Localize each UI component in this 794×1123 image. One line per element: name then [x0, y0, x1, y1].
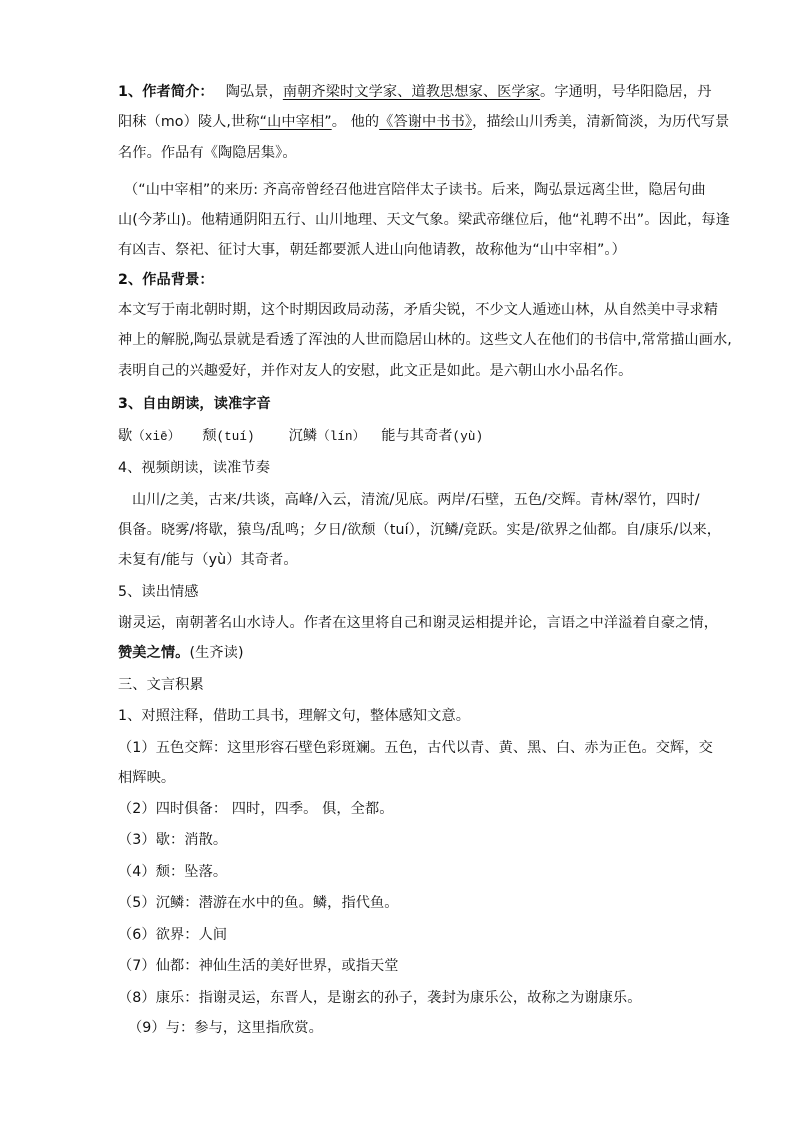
emotion-line2-tail: (生齐读): [189, 645, 244, 661]
intro-line2-mid: 。 他的: [331, 114, 380, 130]
word-3: 沉鳞: [288, 428, 318, 444]
note-1b: 相辉映。: [118, 770, 176, 786]
intro-line-2: [118, 112, 729, 132]
rhythm-line-3: 未复有/能与（yù）其奇者。: [118, 552, 298, 568]
note-7: （7）仙都：神仙生活的美好世界，或指天堂: [118, 958, 399, 974]
author-name: 陶弘景，: [225, 84, 283, 100]
emotion-line-2: [118, 643, 244, 663]
intro-line2-tail: ，描绘山川秀美，清新简淡，为历代写景: [472, 114, 730, 130]
pinyin-3: （lín）: [317, 430, 366, 444]
intro-heading: 1、作者简介：: [118, 84, 214, 100]
note-5: （5）沉鳞：潜游在水中的鱼。鳞，指代鱼。: [118, 895, 399, 911]
rhythm-heading: 4、视频朗读，读准节奏: [118, 460, 271, 476]
author-titles: 南朝齐梁时文学家、道教思想家、医学家: [282, 84, 541, 100]
background-heading: 2、作品背景：: [118, 272, 214, 288]
note-2: （2）四时俱备： 四时，四季。 俱，全都。: [118, 801, 394, 817]
note-8: （8）康乐：指谢灵运，东晋人，是谢玄的孙子，袭封为康乐公，故称之为谢康乐。: [118, 990, 642, 1006]
emotion-line-1: 谢灵运，南朝著名山水诗人。作者在这里将自己和谢灵运相提并论，言语之中洋溢着自豪之情，: [118, 615, 719, 631]
origin-line-2: 山(今茅山)。他精通阴阳五行、山川地理、天文气象。梁武帝继位后，他“礼聘不出”。因此，每逢: [118, 212, 730, 228]
note-4: （4）颓：坠落。: [118, 864, 228, 880]
classical-heading: 三、文言积累: [118, 677, 204, 693]
rhythm-line-1: 山川/之美，古来/共谈，高峰/入云，清流/见底。两岸/石壁，五色/交辉。青林/翠竹，四时/: [132, 492, 700, 508]
pronunciation-row: [118, 426, 483, 447]
word-4: 能与其奇者: [381, 428, 453, 444]
note-1a: （1）五色交辉：这里形容石壁色彩斑斓。五色，古代以青、黄、黑、白、赤为正色。交辉，交: [118, 740, 713, 756]
background-line-1: 本文写于南北朝时期，这个时期因政局动荡，矛盾尖锐，不少文人遁迹山林，从自然美中寻求精: [118, 302, 719, 318]
note-6: （6）欲界：人间: [118, 927, 228, 943]
work-title: 《答谢中书书》: [379, 114, 473, 130]
pinyin-1: （xiē）: [132, 430, 181, 444]
note-3: （3）歇：消散。: [118, 832, 228, 848]
author-nickname: “山中宰相”: [259, 114, 332, 130]
background-line-2: 神上的解脱,陶弘景就是看透了浑浊的人世而隐居山林的。这些文人在他们的书信中,常常描山画水,: [118, 332, 732, 348]
emotion-heading: 5、读出情感: [118, 584, 199, 600]
word-2: 颓: [202, 428, 217, 444]
classical-sub: 1、对照注释，借助工具书，理解文句，整体感知文意。: [118, 708, 471, 724]
note-9: （9）与：参与，这里指欣赏。: [128, 1020, 323, 1036]
intro-line-3: 名作。作品有《陶隐居集》。: [118, 145, 297, 161]
intro-line2-head: 阳秣（mo）陵人,世称: [118, 114, 260, 130]
background-line-3: 表明自己的兴趣爱好，并作对友人的安慰，此文正是如此。是六朝山水小品名作。: [118, 363, 633, 379]
intro-line1-tail: 。字通明，号华阳隐居，丹: [540, 84, 712, 100]
pinyin-4: (yù): [452, 430, 484, 444]
pinyin-2: (tuí): [216, 430, 255, 444]
word-1: 歇: [118, 428, 133, 444]
origin-line-1: （“山中宰相”的来历: 齐高帝曾经召他进宫陪伴太子读书。后来，陶弘景远离尘世，隐居句曲: [124, 182, 706, 198]
origin-line-3: 有凶吉、祭祀、征讨大事，朝廷都要派人进山向他请教，故称他为“山中宰相”。）: [118, 242, 626, 258]
rhythm-line-2: 俱备。晓雾/将歇，猿鸟/乱鸣；夕日/欲颓（tuí），沉鳞/竞跃。实是/欲界之仙都。自/康乐/以来，: [118, 522, 722, 538]
emotion-bold: 赞美之情。: [118, 645, 190, 661]
reading-heading: 3、自由朗读，读准字音: [118, 396, 271, 412]
intro-line-1: [118, 82, 712, 102]
